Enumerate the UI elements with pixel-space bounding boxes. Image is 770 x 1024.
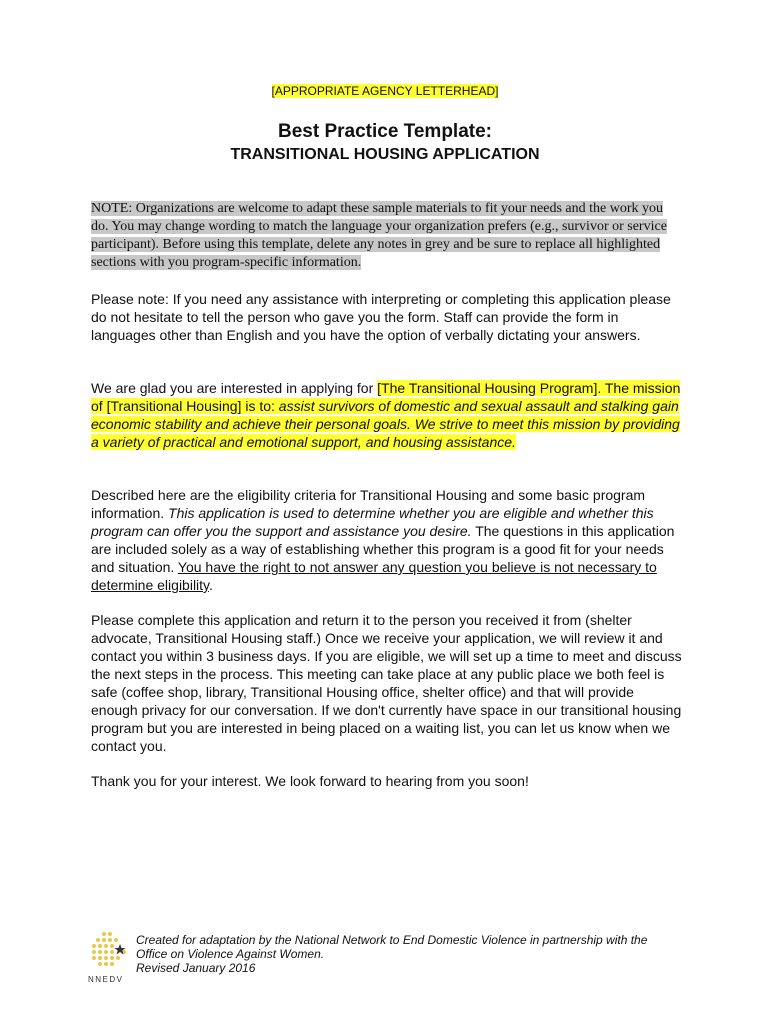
grey-note: NOTE: Organizations are welcome to adapt these sample materials to fit your needs and the work you do. You may change wording to match the language your organization prefers (e.g., survivor or service participant). Before using this template, delete any notes in grey and be sure to replace all highlighted sections with you program-specific information. — [91, 201, 667, 270]
process-paragraph: Please complete this application and return it to the person you received it from (shelter advocate, Transitional Housing staff.) Once we receive your application, we will review it and contact you within 3 business days. If you are eligible, we will set up a time to meet and discuss the next steps in the process. This meeting can take place at any public place we both feel is safe (coffee shop, library, Transitional Housing office, shelter office) and that will provide enough privacy for our conversation. If we don't currently have space in our transitional housing program but you are interested in being placed on a waiting list, you can let us know when we contact you. — [91, 612, 682, 754]
document-subtitle: TRANSITIONAL HOUSING APPLICATION — [230, 146, 540, 163]
program-name-highlight: [The Transitional Housing Program]. The mission of [Transitional Housing] is to: — [91, 380, 681, 414]
nnedv-logo-text: NNEDV — [88, 975, 124, 984]
footer-credit: Created for adaptation by the National Network to End Domestic Violence in partnership with the Office on Violence Against Women. Revised January 2016 — [136, 933, 648, 975]
thank-you-paragraph: Thank you for your interest. We look forward to hearing from you soon! — [91, 773, 529, 789]
mission-paragraph: We are glad you are interested in applying for [The Transitional Housing Program]. The mission of [Transitional Housing] is to: assist survivors of domestic and sexual assault and stalking gain economic stability and achieve their personal goals. We strive to meet this mission by providing a variety of practical and emotional support, and housing assistance. — [91, 380, 681, 450]
mission-statement-highlight: assist survivors of domestic and sexual assault and stalking gain economic stability and achieve their personal goals. We strive to meet this mission by providing a variety of practical and emotional support, and housing assistance. — [91, 398, 680, 450]
right-to-not-answer: You have the right to not answer any question you believe is not necessary to determine eligibility — [91, 559, 657, 593]
letterhead-placeholder: [APPROPRIATE AGENCY LETTERHEAD] — [271, 84, 499, 98]
assistance-paragraph: Please note: If you need any assistance with interpreting or completing this application please do not hesitate to tell the person who gave you the form. Staff can provide the form in languages other than English and you have the option of verbally dictating your answers. — [91, 291, 671, 343]
document-title: Best Practice Template: — [277, 121, 492, 142]
eligibility-paragraph: Described here are the eligibility criteria for Transitional Housing and some basic program information. This application is used to determine whether you are eligible and whether this program can offer you the support and assistance you desire. The questions in this application are included solely as a way of establishing whether this program is a good fit for your needs and situation. You have the right to not answer any question you believe is not necessary to determine eligibility. — [91, 487, 675, 593]
